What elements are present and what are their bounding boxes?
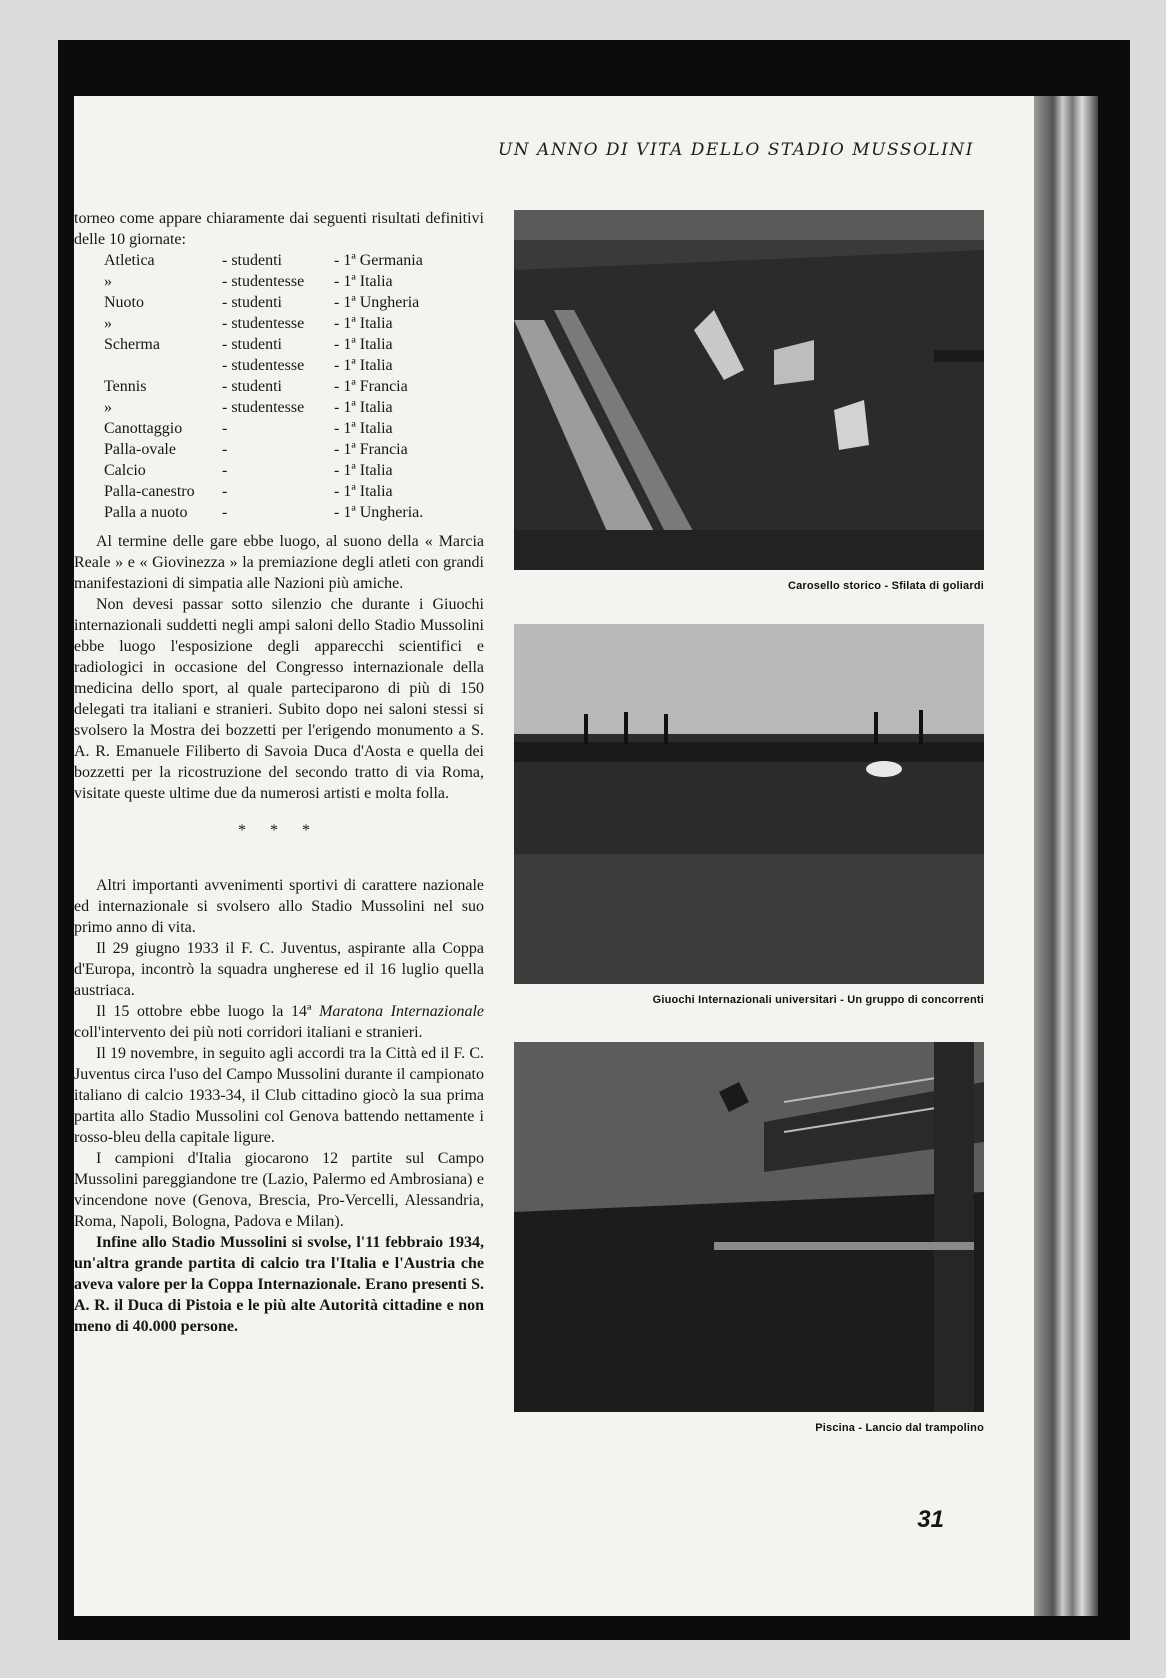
marathon-paragraph — [74, 1001, 484, 1043]
results-row — [104, 313, 454, 334]
category-cell: - — [222, 483, 228, 500]
page — [74, 96, 1034, 1616]
results-row — [104, 355, 454, 376]
placement-cell: - 1ª Germania — [334, 252, 423, 269]
placement-cell: - 1ª Italia — [334, 315, 393, 332]
placement-cell: - 1ª Ungheria — [334, 294, 420, 311]
paragraph: Non devesi passar sotto silenzio che durante i Giuochi internazionali suddetti negli ampi saloni dello Stadio Mussolini ebbe luogo l'esposizione degli apparecchi scientifici e radiologici in occasione del Congresso internazionale della medicina dello sport, al quale parteciparono di più di 150 delegati tra italiani e stranieri. Subito dopo nei saloni stessi si svolsero la Mostra dei bozzetti per l'erigendo monumento a S. A. R. Emanuele Filiberto di Savoia Duca d'Aosta e quella dei bozzetti per la ricostruzione del secondo tratto di via Roma, visitate queste ultime due da numerosi artisti e molta folla. — [74, 596, 484, 802]
paragraph: I campioni d'Italia giocarono 12 partite sul Campo Mussolini pareggiandone tre (Lazio, Palermo ed Ambrosiana) e vincendone nove (Genova, Brescia, Pro-Vercelli, Alessandria, Roma, Napoli, Bologna, Padova e Milan). — [74, 1150, 484, 1230]
marathon-text-before: Il 15 ottobre ebbe luogo la 14ª — [96, 1003, 320, 1020]
category-cell: - — [222, 420, 228, 437]
sport-cell: Atletica — [104, 252, 155, 269]
results-row — [104, 376, 454, 397]
sport-cell: Palla-canestro — [104, 483, 195, 500]
category-cell: - studenti — [222, 378, 282, 395]
category-cell: - studentesse — [222, 357, 305, 374]
section-separator: * * * — [238, 822, 320, 839]
category-cell: - studentesse — [222, 399, 305, 416]
photo-carosello-image — [514, 210, 984, 570]
marathon-text-after: coll'intervento dei più noti corridori italiani e stranieri. — [74, 1024, 423, 1041]
category-cell: - studenti — [222, 336, 282, 353]
results-row — [104, 334, 454, 355]
category-cell: - studentesse — [222, 273, 305, 290]
paragraph: Al termine delle gare ebbe luogo, al suono della « Marcia Reale » e « Giovinezza » la premiazione degli atleti con grandi manifestazioni di simpatia alle Nazioni più amiche. — [74, 533, 484, 592]
placement-cell: - 1ª Italia — [334, 357, 393, 374]
sport-cell: » — [104, 273, 112, 290]
photo-piscina-image — [514, 1042, 984, 1412]
photo-giuochi-image — [514, 624, 984, 984]
sport-cell: Canottaggio — [104, 420, 183, 437]
sport-cell: Calcio — [104, 462, 146, 479]
sport-cell — [104, 355, 222, 376]
placement-cell: - 1ª Italia — [334, 336, 393, 353]
placement-cell: - 1ª Italia — [334, 399, 393, 416]
right-column — [514, 210, 984, 1434]
category-cell: - — [222, 504, 228, 521]
photo-caption: Carosello storico - Sfilata di goliardi — [787, 580, 984, 592]
sport-cell: Palla-ovale — [104, 441, 176, 458]
sport-cell: Scherma — [104, 336, 160, 353]
sport-cell: » — [104, 399, 112, 416]
paragraph: Infine allo Stadio Mussolini si svolse, l'11 febbraio 1934, un'altra grande partita di calcio tra l'Italia e l'Austria che aveva valore per la Coppa Internazionale. Erano presenti S. A. R. il Duca di Pistoia e le più alte Autorità cittadine e non meno di 40.000 persone. — [74, 1234, 484, 1335]
results-row — [104, 460, 454, 481]
paragraph: Il 19 novembre, in seguito agli accordi tra la Città ed il F. C. Juventus circa l'uso del Campo Mussolini durante il campionato italiano di calcio 1933-34, il Club cittadino giocò la sua prima partita allo Stadio Mussolini col Genova battendo nettamente i rosso-bleu della capitale ligure. — [74, 1045, 484, 1146]
left-column — [74, 208, 484, 1337]
results-row — [104, 502, 454, 523]
results-table — [104, 250, 454, 523]
photo-giuochi — [514, 624, 984, 984]
category-cell: - — [222, 441, 228, 458]
category-cell: - — [222, 462, 228, 479]
placement-cell: - 1ª Francia — [334, 441, 408, 458]
page-edge-shadow — [1034, 96, 1098, 1616]
running-title: UN ANNO DI VITA DELLO STADIO MUSSOLINI — [497, 140, 974, 160]
placement-cell: - 1ª Ungheria. — [334, 504, 424, 521]
results-row — [104, 439, 454, 460]
placement-cell: - 1ª Francia — [334, 378, 408, 395]
category-cell: - studentesse — [222, 315, 305, 332]
results-row — [104, 397, 454, 418]
placement-cell: - 1ª Italia — [334, 273, 393, 290]
marathon-title: Maratona Internazionale — [319, 1003, 485, 1020]
category-cell: - studenti — [222, 252, 282, 269]
page-number: 31 — [917, 1506, 944, 1533]
sport-cell: Tennis — [104, 378, 147, 395]
sport-cell: Palla a nuoto — [104, 504, 188, 521]
category-cell: - studenti — [222, 294, 282, 311]
sport-cell: Nuoto — [104, 294, 144, 311]
photo-piscina — [514, 1042, 984, 1412]
paragraph: Altri importanti avvenimenti sportivi di carattere nazionale ed internazionale si svolsero allo Stadio Mussolini nel suo primo anno di vita. — [74, 877, 484, 936]
results-row — [104, 292, 454, 313]
results-row — [104, 481, 454, 502]
photo-caption: Giuochi Internazionali universitari - Un gruppo di concorrenti — [652, 994, 984, 1006]
results-row — [104, 418, 454, 439]
placement-cell: - 1ª Italia — [334, 483, 393, 500]
paragraph: Il 29 giugno 1933 il F. C. Juventus, aspirante alla Coppa d'Europa, incontrò la squadra ungherese ed il 16 luglio quella austriaca. — [74, 940, 484, 999]
results-row — [104, 250, 454, 271]
placement-cell: - 1ª Italia — [334, 462, 393, 479]
results-row — [104, 271, 454, 292]
placement-cell: - 1ª Italia — [334, 420, 393, 437]
photo-carosello — [514, 210, 984, 570]
sport-cell: » — [104, 315, 112, 332]
photo-caption: Piscina - Lancio dal trampolino — [815, 1422, 984, 1434]
intro-paragraph: torneo come appare chiaramente dai seguenti risultati definitivi delle 10 giornate: — [74, 210, 484, 248]
